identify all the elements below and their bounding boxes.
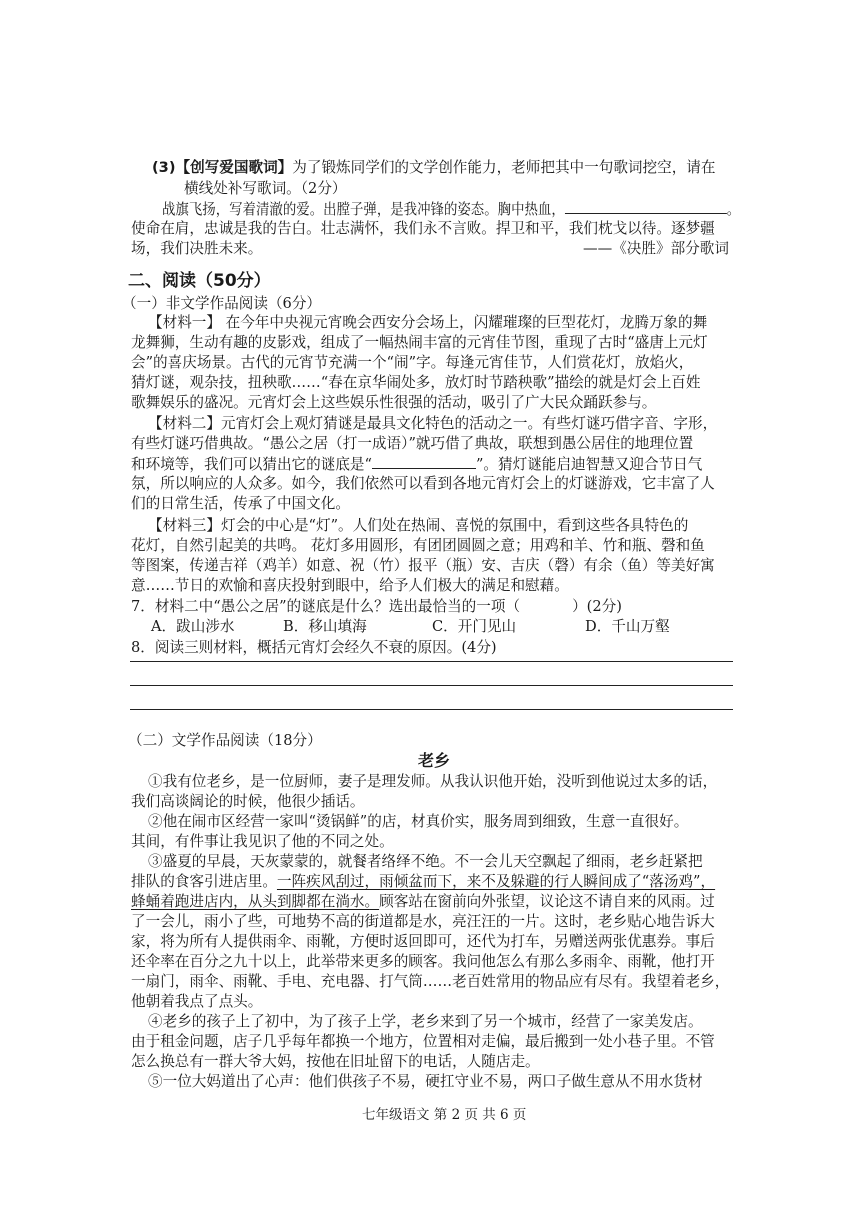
lyric-line1: 战旗飞扬，写着清澈的爱。出膛子弹，是我冲锋的姿态。胸中热血， 。 [162,201,741,218]
material1-line: 会”的喜庆场景。古代的元宵节充满一个“闹”字。每逢元宵佳节，人们赏花灯，放焰火， [131,354,694,371]
q8-stem: 8．阅读三则材料，概括元宵灯会经久不衰的原因。(4分) [131,639,497,656]
subsection-literary: （二）文学作品阅读（18分） [128,732,322,749]
lyric-line2: 使命在肩，忠诚是我的告白。壮志满怀，我们永不言败。捍卫和平，我们枕戈以待。逐梦疆 [131,220,715,237]
q3-number: (3) [152,159,176,176]
story-paragraph-3 [131,892,715,912]
material1-line: 【材料一】 在今年中央视元宵晚会西安分会场上，闪耀璀璨的巨型花灯，龙腾万象的舞 [148,314,708,331]
page-footer: 七年级语文 第 2 页 共 6 页 [362,1107,527,1123]
material2-line: 们的日常生活，传承了中国文化。 [131,495,350,512]
q8-answer-line[interactable] [130,661,733,662]
q7-option-d[interactable]: D．千山万壑 [585,618,670,635]
story-paragraph-3: 他朝着我点了点头。 [131,993,263,1010]
lyric-line3: 场，我们决胜未来。 [131,240,263,257]
material3-line: 等图案，传递吉祥（鸡羊）如意、祝（竹）报平（瓶）安、吉庆（磬）有余（鱼）等美好寓 [131,557,715,574]
lyric-source: ——《决胜》部分歌词 [583,240,729,257]
q3-tag: 【创写爱国歌词】 [175,159,293,176]
story-paragraph-2: ②他在闹市区经营一家叫“烫锅鲜”的店，材真价实，服务周到细致，生意一直很好。 [148,813,689,830]
riddle-answer-blank[interactable] [372,454,476,469]
q7-option-a[interactable]: A．跋山涉水 [151,618,235,635]
story-paragraph-3: 还伞率在百分之九十以上，此举带来更多的顾客。我问他怎么有那么多雨伞、雨靴，他打开 [131,953,715,970]
material2-line: 氛，所以响应的人众多。如今，我们依然可以看到各地元宵灯会上的灯谜游戏，它丰富了人 [131,475,715,492]
material2-text: ”。猜灯谜能启迪智慧又迎合节日气 [475,456,703,473]
material1-line: 歌舞娱乐的盛况。元宵灯会上这些娱乐性很强的活动，吸引了广大民众踊跃参与。 [131,394,657,411]
material3-line: 意……节日的欢愉和喜庆投射到眼中，给予人们极大的满足和慰藉。 [131,577,569,594]
story-paragraph-1: ①我有位老乡，是一位厨师，妻子是理发师。从我认识他开始，没听到他说过太多的话， [148,773,718,790]
subsection-nonliterary: （一）非文学作品阅读（6分） [122,295,322,312]
q8-answer-line[interactable] [130,709,733,710]
q7-option-c[interactable]: C．开门见山 [432,618,517,635]
q7-points: ）(2分) [572,598,622,615]
story-paragraph-5: ⑤一位大妈道出了心声：他们供孩子不易，硬扛守业不易，两口子做生意从不用水货材 [148,1073,703,1090]
story-text: 顾客站在窗前向外张望，议论这不请自来的风雨。过 [379,893,715,910]
material1-line: 龙舞狮，生动有趣的皮影戏，组成了一幅热闹丰富的元宵佳节图，重现了古时“盛唐上元灯 [131,334,708,351]
story-paragraph-2: 其间，有件事让我见识了他的不同之处。 [131,833,394,850]
lyric-answer-blank[interactable] [565,199,727,214]
material2-text: 和环境等，我们可以猜出它的谜底是“ [131,456,372,473]
story-paragraph-3: 一扇门，雨伞、雨靴、手电、充电器、打气筒……老百姓常用的物品应有尽有。我望着老乡， [131,973,730,990]
story-paragraph-3 [131,872,715,892]
material3-line: 【材料三】灯会的中心是“灯”。人们处在热闹、喜悦的氛围中，看到这些各具特色的 [148,517,689,534]
story-paragraph-4: 怎么换总有一群大爷大妈，按他在旧址留下的电话，人随店走。 [131,1053,540,1070]
q3-line2: 横线处补写歌词。（2分） [184,180,347,197]
story-paragraph-3: 家，将为所有人提供雨伞、雨靴，方便时返回即可，还代为打车，另赠送两张优惠券。事后 [131,933,715,950]
story-text: 排队的食客引进店里。 [131,873,277,890]
story-paragraph-3: 了一会儿，雨小了些，可地势不高的街道都是水，亮汪汪的一片。这时，老乡贴心地告诉大 [131,913,715,930]
story-paragraph-3: ③盛夏的早晨，天灰蒙蒙的，就餐者络绎不绝。不一会儿天空飘起了细雨，老乡赶紧把 [148,853,703,870]
q8-answer-line[interactable] [130,685,733,686]
material2-line: 有些灯谜巧借典故。“愚公之居（打一成语）”就巧借了典故，联想到愚公居住的地理位置 [131,435,694,452]
q3-instruction: 为了锻炼同学们的文学创作能力，老师把其中一句歌词挖空，请在 [292,159,716,176]
q7-text: 7．材料二中“愚公之居”的谜底是什么？选出最恰当的一项（ [131,598,521,615]
story-paragraph-1: 我们高谈阔论的时候，他很少插话。 [131,793,365,810]
material2-line [131,454,702,475]
material3-line: 花灯，自然引起美的共鸣。 花灯多用圆形，有团团圆圆之意；用鸡和羊、竹和瓶、磬和鱼 [131,537,705,554]
underlined-sentence: 蜂蛹着跑进店内，从头到脚都在淌水。 [131,893,380,910]
q7-option-b[interactable]: B．移山填海 [283,618,367,635]
lyric-text: 战旗飞扬，写着清澈的爱。出膛子弹，是我冲锋的姿态。胸中热血， [162,201,565,218]
section-heading-reading: 二、阅读（50分） [128,271,271,291]
material1-line: 猜灯谜，观杂技，扭秧歌……“春在京华闹处多，放灯时节踏秧歌”描绘的就是灯会上百姓 [131,374,701,391]
q3-line1 [152,158,716,178]
underlined-sentence: 一阵疾风刮过，雨倾盆而下，来不及躲避的行人瞬间成了“落汤鸡”， [276,873,716,890]
material2-line: 【材料二】元宵灯会上观灯猜谜是最具文化特色的活动之一。有些灯谜巧借字音、字形， [148,415,718,432]
q7-stem [131,597,622,617]
story-paragraph-4: 由于租金问题，店子几乎每年都换一个地方，位置相对走偏，最后搬到一处小巷子里。不管 [131,1033,715,1050]
story-title: 老乡 [418,751,451,770]
story-paragraph-4: ④老乡的孩子上了初中，为了孩子上学，老乡来到了另一个城市，经营了一家美发店。 [148,1013,703,1030]
